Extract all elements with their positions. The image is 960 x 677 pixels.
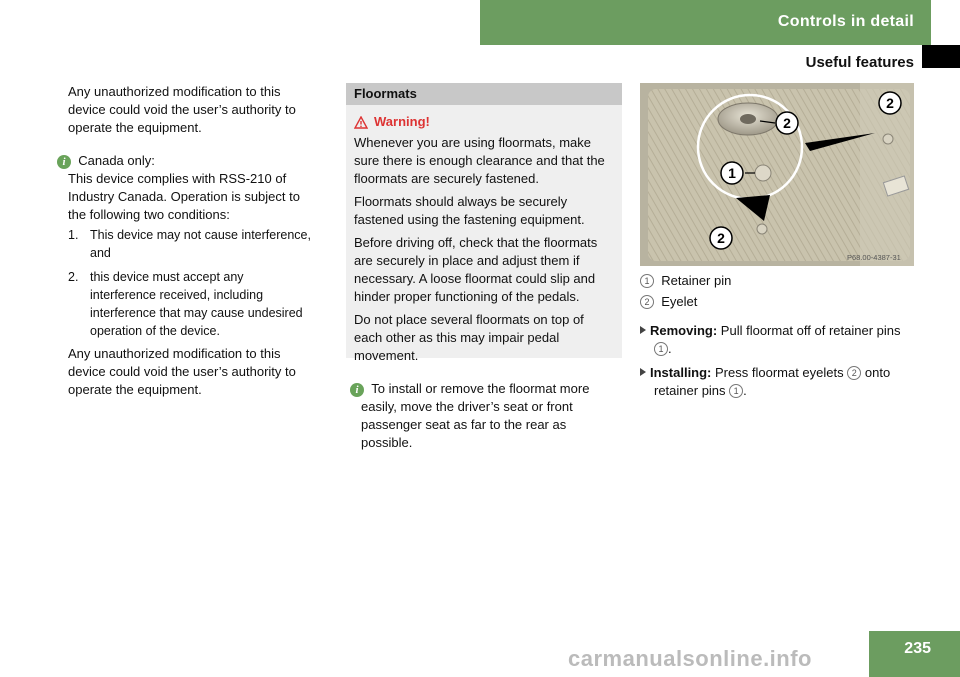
text-line: device could void the user’s authority to [68,102,296,117]
instruction-steps: Removing: Pull floormat off of retainer pins 1 . Installing: Press floormat eyelets 2 onto retainer pins 1 . [640,322,920,400]
text-line: operate the equipment. [68,120,202,135]
info-icon: i [350,383,364,397]
section-title: Controls in detail [777,13,914,30]
list-item: 2. this device must accept any interference received, including interference that may cause undesired operation of the device. [68,270,303,338]
legend-item: 2 Eyelet [640,293,920,311]
column-left [68,83,338,137]
floormat-illustration [640,83,914,266]
svg-text:2: 2 [717,230,725,246]
warning-para: Do not place several floormats on top of each other as this may impair pedal movement. [354,312,584,363]
callout-2 [879,92,901,114]
svg-text:2: 2 [886,95,894,111]
callout-2 [710,227,732,249]
header-marker [922,45,960,68]
arrow-icon [640,326,646,334]
text-line: the following two conditions: [68,207,230,222]
canada-note [57,152,337,224]
floormat-photo [640,83,914,266]
text-line: operate the equipment. [68,382,202,397]
warning-para: Floormats should always be securely fastened using the fastening equipment. [354,194,585,227]
text-line: Industry Canada. Operation is subject to [68,189,300,204]
step-remove: Removing: Pull floormat off of retainer pins [640,322,920,340]
box-title: Floormats [346,83,622,105]
photo-code: P68.00-4387-31 [847,253,901,262]
floormats-box [346,83,622,363]
warning-para: Before driving off, check that the floormats are securely in place and adjust them if necessary. A loose floormat could slip and hinder proper functioning of the pedals. [354,235,598,304]
callout-1 [721,162,743,184]
legend-item: 1 Retainer pin [640,272,920,290]
callout-2 [776,112,798,134]
list-item: 1. This device may not cause interference, and [68,228,311,260]
conditions-list [68,226,338,340]
warning-triangle-icon [354,116,368,129]
canada-heading: Canada only: [78,153,155,168]
warning-heading: Warning! [354,113,616,131]
text-line: Any unauthorized modification to this [68,84,281,99]
subsection-title: Useful features [805,54,914,71]
info-icon: i [57,155,71,169]
arrow-icon [640,368,646,376]
text-line: device could void the user’s authority to [68,364,296,379]
svg-text:1: 1 [728,165,736,181]
svg-text:2: 2 [783,115,791,131]
watermark: carmanualsonline.info [568,646,812,671]
step-install: Installing: Press floormat eyelets 2 onto [640,364,920,382]
photo-legend [640,272,920,311]
warning-para: Whenever you are using floormats, make sure there is enough clearance and that the floormats are securely fastened. [354,135,605,186]
page-number: 235 [904,640,931,657]
text-line: Any unauthorized modification to this [68,346,281,361]
column-left-footer [68,345,338,399]
install-tip: i To install or remove the floormat more easily, move the driver’s seat or front passenger seat as far to the rear as possible. [350,380,620,452]
text-line: This device complies with RSS-210 of [68,171,287,186]
